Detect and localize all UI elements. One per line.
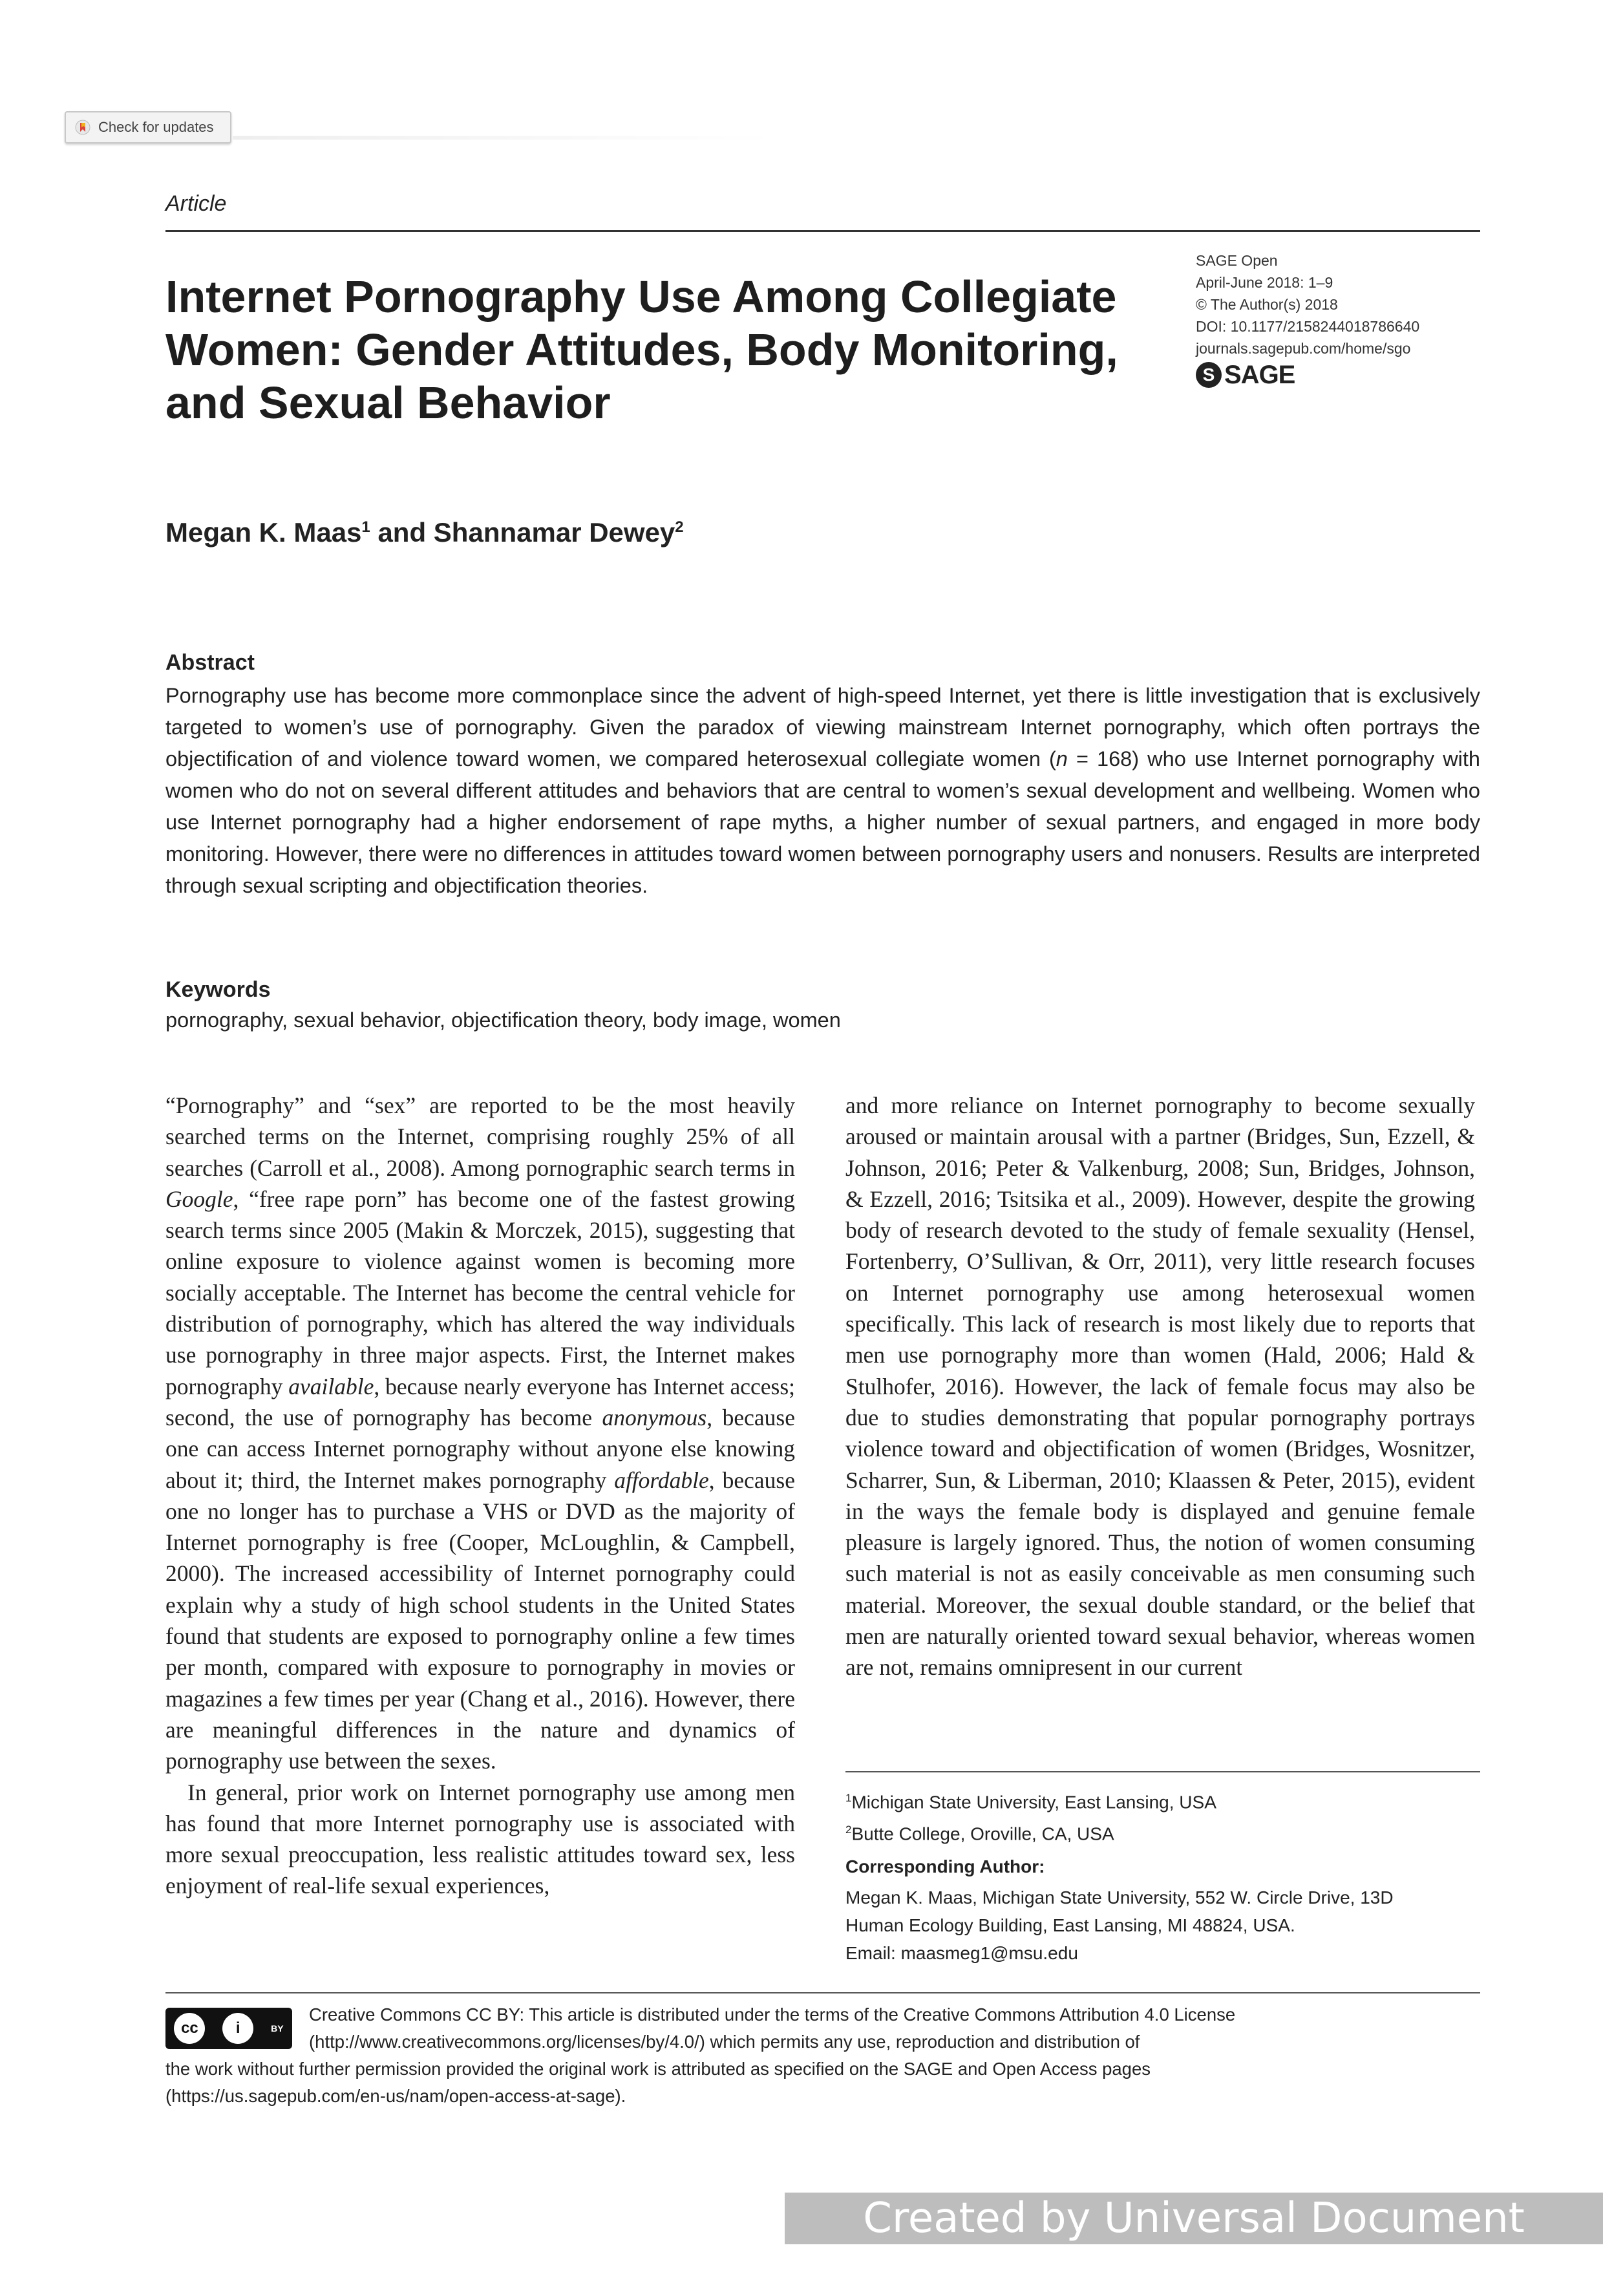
affiliation-marker: 2: [845, 1823, 852, 1836]
author-name: Megan K. Maas: [165, 517, 362, 547]
corresponding-author-heading: Corresponding Author:: [845, 1856, 1045, 1876]
corresponding-line: Human Ecology Building, East Lansing, MI 48824, USA.: [845, 1915, 1295, 1935]
affiliation-text: Butte College, Oroville, CA, USA: [851, 1823, 1114, 1844]
abstract-text-part: = 168) who use Internet pornography with women who do not on several different attitudes and behaviors that are central to women’s sexual development and wellbeing. Women who use Internet pornography had a higher endorsement of rape myths, a higher number of sexual partners, and engaged in more body monitoring. However, there were no differences in attitudes toward women between pornography users and nonusers. Results are interpreted through sexual scripting and objectification theories.: [165, 747, 1480, 897]
author-name: Shannamar Dewey: [433, 517, 675, 547]
body-text: “Pornography” and “sex” are reported to be the most heavily searched terms on the Internet, comprising roughly 25% of all searches (Carroll et al., 2008). Among pornographic search terms in: [165, 1092, 795, 1181]
cc-icon: cc: [174, 2013, 205, 2044]
affiliation-item: [845, 1816, 1216, 1847]
sage-logo-word: SAGE: [1224, 361, 1295, 389]
keywords-heading: Keywords: [165, 977, 271, 1002]
bookmark-icon: [75, 120, 90, 135]
affiliations: [845, 1784, 1216, 1848]
journal-doi[interactable]: DOI: 10.1177/2158244018786640: [1196, 318, 1420, 335]
body-column-left: [165, 1090, 795, 1902]
body-text-italic: affordable: [614, 1467, 709, 1493]
affiliation-item: [845, 1784, 1216, 1816]
affiliation-marker: 2: [675, 518, 684, 536]
license-line: Creative Commons CC BY: This article is distributed under the terms of the Creative Commons Attribution 4.0 License: [309, 2004, 1236, 2025]
by-label: BY: [271, 2023, 284, 2034]
article-type: Article: [165, 191, 227, 216]
journal-copyright: © The Author(s) 2018: [1196, 296, 1338, 313]
abstract-heading: Abstract: [165, 650, 255, 675]
abstract-text: [165, 680, 1480, 902]
license-link[interactable]: (http://www.creativecommons.org/licenses/by/4.0/) which permits any use, reproduction and distribution of: [309, 2032, 1140, 2052]
body-paragraph: In general, prior work on Internet pornography use among men has found that more Internet pornography use is associated with more sexual preoccupation, less realistic attitudes toward sex, less enjoyment of real-life sexual experiences,: [165, 1779, 795, 1899]
body-paragraph: and more reliance on Internet pornography to become sexually aroused or maintain arousal with a partner (Bridges, Sun, Ezzell, & Johnson, 2016; Peter & Valkenburg, 2008; Sun, Bridges, Johnson, & Ezzell, 2016; Tsitsika et al., 2009). However, despite the growing body of research devoted to the study of female sexuality (Hensel, Fortenberry, O’Sullivan, & Orr, 2011), very little research focuses on Internet pornography use among heterosexual women specifically. This lack of research is most likely due to reports that men use pornography more than women (Hald, 2006; Hald & Stulhofer, 2016). However, the lack of female focus may also be due to studies demonstrating that popular pornography portrays violence toward and objectification of women (Bridges, Wosnitzer, Scharrer, Sun, & Liberman, 2010; Klaassen & Peter, 2015), evident in the ways the female body is displayed and genuine female pleasure is largely ignored. Thus, the notion of women consuming such material is not as easily conceivable as men consuming such material. Moreover, the sexual double standard, or the belief that men are naturally oriented toward sexual behavior, whereas women are not, remains omnipresent in our current: [845, 1092, 1475, 1681]
keywords-text: pornography, sexual behavior, objectification theory, body image, women: [165, 1008, 841, 1032]
sage-logo: [1196, 362, 1480, 388]
author-list: [165, 517, 684, 548]
check-for-updates-label: Check for updates: [98, 119, 214, 135]
person-icon: i: [222, 2013, 253, 2044]
corresponding-author-details: [845, 1884, 1394, 1967]
journal-url[interactable]: journals.sagepub.com/home/sgo: [1196, 340, 1411, 357]
body-text: , because nearly everyone has Internet access; second, the use of pornography has become: [165, 1373, 795, 1430]
journal-info: [1196, 250, 1480, 388]
body-text-italic: Google: [165, 1185, 233, 1212]
body-text-italic: anonymous: [602, 1404, 707, 1430]
journal-issue: April-June 2018: 1–9: [1196, 274, 1333, 291]
body-column-right: [845, 1090, 1475, 1683]
affiliation-marker: 1: [361, 518, 370, 536]
license-line: the work without further permission provided the original work is attributed as specified on the SAGE and Open Access pages: [165, 2059, 1151, 2079]
body-text: , because one can access Internet pornography without anyone else knowing about it; third, the Internet makes pornography: [165, 1404, 795, 1493]
body-text-italic: available: [288, 1373, 374, 1399]
body-text: , “free rape porn” has become one of the fastest growing search terms since 2005 (Makin & Morczek, 2015), suggesting that online exposure to violence against women is becoming more socially acceptable. The Internet has become the central vehicle for distribution of pornography, which has altered the way individuals use pornography in three major aspects. First, the Internet makes pornography: [165, 1185, 795, 1399]
author-conjunction: and: [370, 517, 434, 547]
license-link[interactable]: (https://us.sagepub.com/en-us/nam/open-access-at-sage).: [165, 2086, 626, 2106]
corresponding-email[interactable]: Email: maasmeg1@msu.edu: [845, 1943, 1078, 1963]
paper-title: Internet Pornography Use Among Collegiate Women: Gender Attitudes, Body Monitoring, and Sexual Behavior: [165, 271, 1118, 428]
sage-logo-icon: S: [1196, 362, 1222, 388]
body-paragraph: [165, 1090, 795, 1777]
check-for-updates-button[interactable]: [65, 111, 231, 144]
header-rule: [165, 230, 1480, 232]
abstract-text-part: Pornography use has become more commonplace since the advent of high-speed Internet, yet there is little investigation that is exclusively targeted to women’s use of pornography. Given the paradox of viewing mainstream Internet pornography, which often portrays the objectification of and violence toward women, we compared heterosexual collegiate women (: [165, 684, 1480, 771]
corresponding-line: Megan K. Maas, Michigan State University, 552 W. Circle Drive, 13D: [845, 1887, 1394, 1908]
footnote-rule: [845, 1771, 1480, 1772]
affiliation-text: Michigan State University, East Lansing, USA: [851, 1792, 1216, 1812]
converter-watermark: Created by Universal Document Converter: [785, 2193, 1603, 2244]
license-text: [165, 2001, 1480, 2110]
journal-name: SAGE Open: [1196, 252, 1278, 269]
badge-shadow: [233, 136, 776, 140]
affiliation-marker: 1: [845, 1792, 852, 1804]
body-text: , because one no longer has to purchase a VHS or DVD as the majority of Internet pornography is free (Cooper, McLoughlin, & Campbell, 2000). The increased accessibility of Internet pornography could explain why a study of high school students in the United States found that students are exposed to pornography online a few times per month, compared with exposure to pornography in movies or magazines a few times per year (Chang et al., 2016). However, there are meaningful differences in the nature and dynamics of pornography use between the sexes.: [165, 1467, 795, 1774]
license-rule: [165, 1992, 1480, 1993]
abstract-text-italic: n: [1056, 747, 1068, 771]
